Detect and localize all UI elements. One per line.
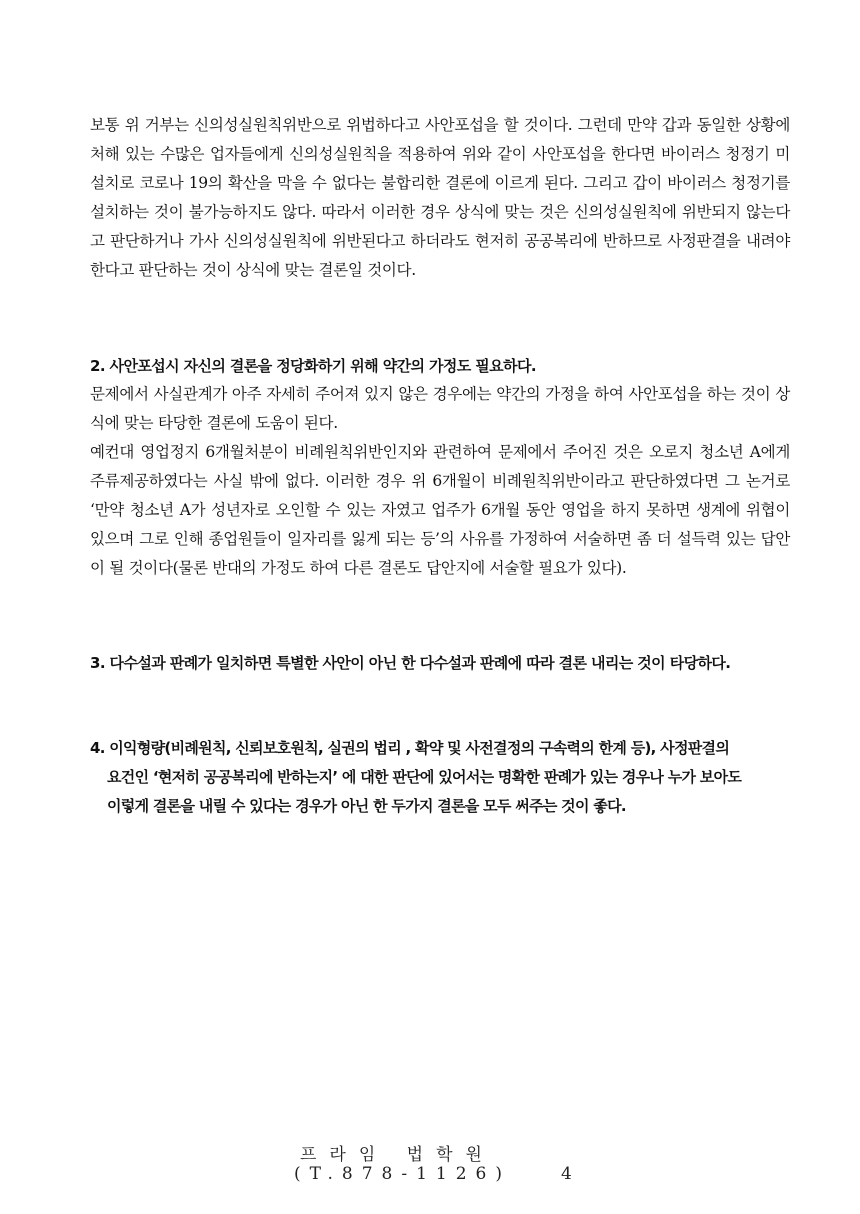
section-4-line-2: 요건인 ‘현저히 공공복리에 반하는지’ 에 대한 판단에 있어서는 명확한 판례가 있는 경우나 누가 보아도 xyxy=(107,768,742,786)
section-4-line-3: 이렇게 결론을 내릴 수 있다는 경우가 아닌 한 두가지 결론을 모두 써주는 것이 좋다. xyxy=(107,797,626,815)
section-4-heading xyxy=(90,734,812,821)
section-2-body: 문제에서 사실관계가 아주 자세히 주어져 있지 않은 경우에는 약간의 가정을 하여 사안포섭을 하는 것이 상식에 맞는 타당한 결론에 도움이 된다. 예컨대 영업정지 6개월처분이 비례원칙위반인지와 관련하여 문제에서 주어진 것은 오로지 청소년 A에게 주류제공하였다는 사실 밖에 없다. 이러한 경우 위 6개월이 비례원칙위반이라고 판단하였다면 그 논거로 ‘만약 청소년 A가 성년자로 오인할 수 있는 자였고 업주가 6개월 동안 영업을 하지 못하면 생계에 위협이 있으며 그로 인해 종업원들이 일자리를 잃게 되는 등’의 사유를 가정하여 서술하면 좀 더 설득력 있는 답안이 될 것이다(물론 반대의 가정도 하여 다른 결론도 답안지에 서술할 필요가 있다). xyxy=(90,385,790,577)
section-2-heading: 2. 사안포섭시 자신의 결론을 정당화하기 위해 약간의 가정도 필요하다. xyxy=(90,357,536,375)
footer-academy-name: 프라임 법학원 xyxy=(300,1145,495,1165)
section-4-line-1: 4. 이익형량(비례원칙, 신뢰보호원칙, 실권의 법리 , 확약 및 사전결정의 구속력의 한계 등), 사정판결의 xyxy=(90,739,730,757)
page-number: 4 xyxy=(561,1164,572,1184)
paragraph-reasoning-example: 보통 위 거부는 신의성실원칙위반으로 위법하다고 사안포섭을 할 것이다. 그런데 만약 갑과 동일한 상황에 처해 있는 수많은 업자들에게 신의성실원칙을 적용하여 위와 같이 사안포섭을 한다면 바이러스 청정기 미설치로 코로나 19의 확산을 막을 수 없다는 불합리한 결론에 이르게 된다. 그리고 갑이 바이러스 청정기를 설치하는 것이 불가능하지도 않다. 따라서 이러한 경우 상식에 맞는 것은 신의성실원칙에 위반되지 않는다고 판단하거나 가사 신의성실원칙에 위반된다고 하더라도 현저히 공공복리에 반하므로 사정판결을 내려야 한다고 판단하는 것이 상식에 맞는 결론일 것이다. xyxy=(90,116,790,279)
footer-phone-number: (T.878-1126) xyxy=(294,1164,511,1184)
section-3-heading: 3. 다수설과 판례가 일치하면 특별한 사안이 아닌 한 다수설과 판례에 따라 결론 내리는 것이 타당하다. xyxy=(90,654,731,672)
